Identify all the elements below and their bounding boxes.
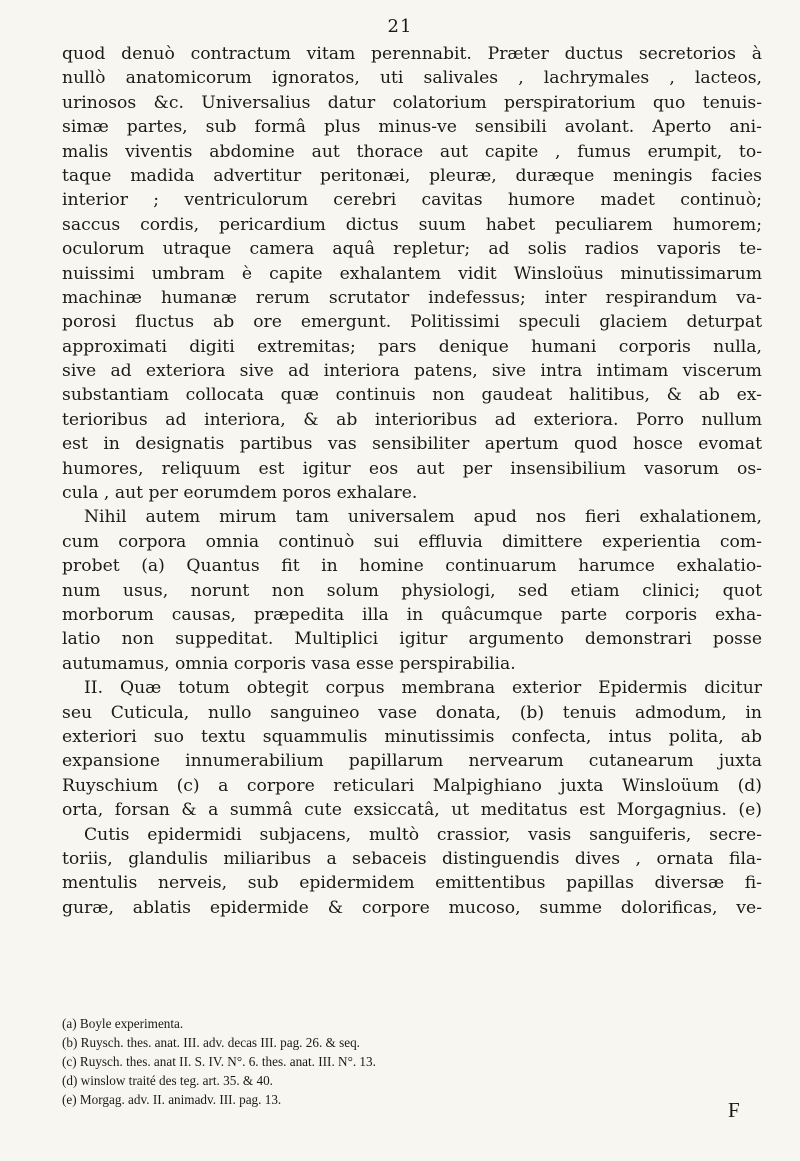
text-line: cula , aut per eorumdem poros exhalare. xyxy=(62,483,418,504)
text-line: Cutis epidermidi subjacens, multò crassior, vasis sanguiferis, secre- xyxy=(84,824,762,845)
text-line: Ruyschium (c) a corpore reticulari Malpighiano juxta Winsloüum (d) xyxy=(62,775,762,796)
body-text xyxy=(62,42,762,920)
text-line: urinosos &c. Universalius datur colatorium perspiratorium quo tenuis- xyxy=(62,92,762,113)
footnote: (e) Morgag. adv. II. animadv. III. pag. 13. xyxy=(62,1092,282,1107)
text-line: cum corpora omnia continuò sui effluvia dimittere experientia com- xyxy=(62,531,762,552)
text-line: guræ, ablatis epidermide & corpore mucoso, summe dolorificas, ve- xyxy=(62,897,762,918)
text-line: nuissimi umbram è capite exhalantem vidit Winsloüus minutissimarum xyxy=(62,263,762,284)
footnotes xyxy=(62,1014,722,1109)
text-line: expansione innumerabilium papillarum nervearum cutanearum juxta xyxy=(62,751,762,772)
text-line: machinæ humanæ rerum scrutator indefessus; inter respirandum va- xyxy=(62,287,762,308)
footnote: (b) Ruysch. thes. anat. III. adv. decas III. pag. 26. & seq. xyxy=(62,1035,360,1050)
text-line: num usus, norunt non solum physiologi, sed etiam clinici; quot xyxy=(62,580,762,601)
text-line: nullò anatomicorum ignoratos, uti salivales , lachrymales , lacteos, xyxy=(62,68,762,89)
text-line: toriis, glandulis miliaribus a sebaceis distinguendis dives , ornata fila- xyxy=(62,848,762,869)
text-line: simæ partes, sub formâ plus minus-ve sensibili avolant. Aperto ani- xyxy=(62,117,762,138)
signature-mark: F xyxy=(728,1098,740,1122)
footnote: (d) winslow traité des teg. art. 35. & 40. xyxy=(62,1073,273,1088)
footnote: (c) Ruysch. thes. anat II. S. IV. N°. 6. thes. anat. III. N°. 13. xyxy=(62,1054,376,1069)
text-line: terioribus ad interiora, & ab interioribus ad exteriora. Porro nullum xyxy=(62,409,762,430)
text-line: substantiam collocata quæ continuis non gaudeat halitibus, & ab ex- xyxy=(62,385,762,406)
text-line: quod denuò contractum vitam perennabit. Præter ductus secretorios à xyxy=(62,44,762,64)
text-line: est in designatis partibus vas sensibiliter apertum quod hosce evomat xyxy=(62,434,762,455)
text-line: II. Quæ totum obtegit corpus membrana exterior Epidermis dicitur xyxy=(84,678,762,699)
text-line: Nihil autem mirum tam universalem apud nos fieri exhalationem, xyxy=(84,507,762,528)
text-line: interior ; ventriculorum cerebri cavitas humore madet continuò; xyxy=(62,190,762,211)
text-line: malis viventis abdomine aut thorace aut capite , fumus erumpit, to- xyxy=(62,141,762,162)
text-line: exteriori suo textu squammulis minutissimis confecta, intus polita, ab xyxy=(62,726,762,747)
text-line: humores, reliquum est igitur eos aut per insensibilium vasorum os- xyxy=(62,458,762,479)
text-line: seu Cuticula, nullo sanguineo vase donata, (b) tenuis admodum, in xyxy=(62,702,762,723)
text-line: morborum causas, præpedita illa in quâcumque parte corporis exha- xyxy=(62,604,762,625)
text-line: latio non suppeditat. Multiplici igitur argumento demonstrari posse xyxy=(62,629,762,650)
text-line: taque madida advertitur peritonæi, pleuræ, duræque meningis facies xyxy=(62,165,762,186)
text-line: probet (a) Quantus fit in homine continuarum harumce exhalatio- xyxy=(62,556,762,577)
text-line: autumamus, omnia corporis vasa esse perspirabilia. xyxy=(62,653,516,674)
text-line: orta, forsan & a summâ cute exsiccatâ, ut meditatus est Morgagnius. (e) xyxy=(62,800,762,821)
page-number: 21 xyxy=(387,16,413,37)
text-line: approximati digiti extremitas; pars denique humani corporis nulla, xyxy=(62,336,762,357)
text-line: sive ad exteriora sive ad interiora patens, sive intra intimam viscerum xyxy=(62,361,762,382)
footnote: (a) Boyle experimenta. xyxy=(62,1016,184,1031)
text-line: oculorum utraque camera aquâ repletur; ad solis radios vaporis te- xyxy=(62,239,762,260)
text-line: mentulis nerveis, sub epidermidem emittentibus papillas diversæ fi- xyxy=(62,873,762,894)
text-line: porosi fluctus ab ore emergunt. Politissimi speculi glaciem deturpat xyxy=(62,312,762,333)
text-line: saccus cordis, pericardium dictus suum habet peculiarem humorem; xyxy=(62,214,762,235)
